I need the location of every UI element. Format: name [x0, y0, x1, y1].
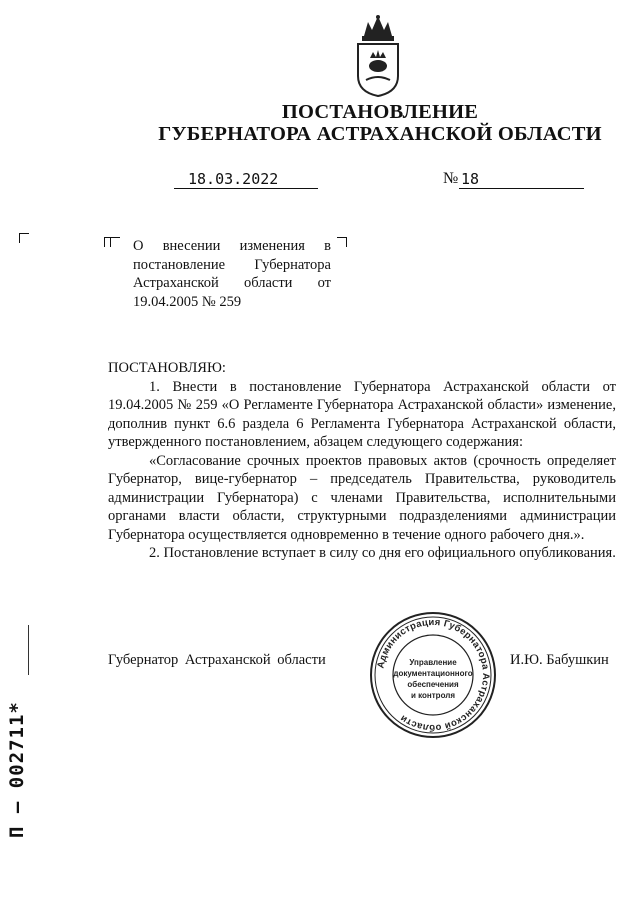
- official-seal-stamp: [368, 610, 498, 740]
- number-sign: №: [443, 170, 459, 187]
- document-number: 18: [461, 170, 480, 188]
- corner-mark-subject-left-2: [110, 237, 120, 247]
- seal-center-line: обеспечения: [407, 680, 459, 689]
- subject-line: О внесении изменения в: [133, 238, 331, 254]
- date-underline: [174, 188, 318, 189]
- seal-center-line: документационного: [393, 669, 473, 678]
- document-title-line1: ПОСТАНОВЛЕНИЕ: [281, 101, 479, 123]
- body-paragraph: 1. Внести в постановление Губернатора Астраханской области от 19.04.2005 № 259 «О Регламенте Губернатора Астраханской области» изменение, дополнив пункт 6.6 раздела 6 Регламента Губернатора Астраханской области, утвержденного постановлением, абзацем следующего содержания:: [108, 378, 616, 450]
- signatory-position: Губернатор Астраханской области: [108, 652, 326, 668]
- corner-mark-subject-right: [337, 237, 347, 247]
- body-paragraph: 2. Постановление вступает в силу со дня его официального опубликования.: [149, 545, 616, 561]
- seal-ring-text: Администрация Губернатора Астраханской области: [375, 616, 492, 734]
- seal-center-line: и контроля: [411, 691, 455, 700]
- document-body: [108, 359, 616, 563]
- signatory-name: И.Ю. Бабушкин: [510, 652, 609, 668]
- subject-line: Астраханской области от: [133, 275, 331, 291]
- coat-of-arms-emblem: [350, 14, 406, 98]
- subject-line: постановление Губернатора: [133, 256, 331, 273]
- seal-center-line: Управление: [409, 658, 457, 667]
- document-date: 18.03.2022: [188, 170, 279, 188]
- document-subject: [133, 237, 331, 311]
- resolution-heading: ПОСТАНОВЛЯЮ:: [108, 360, 226, 376]
- document-title-line2: ГУБЕРНАТОРА АСТРАХАНСКОЙ ОБЛАСТИ: [158, 123, 602, 145]
- corner-mark-left: [19, 233, 29, 243]
- body-paragraph: «Согласование срочных проектов правовых актов (срочность определяет Губернатор, вице-губернатор – председатель Правительства, руководитель администрации Губернатора) с членами Правительства, исполнительными органами власти области, структурными подразделениями администрации Губернатора осуществляется одновременно в течение одного рабочего дня.».: [108, 452, 616, 543]
- number-underline: [459, 188, 584, 189]
- subject-line: 19.04.2005 № 259: [133, 293, 242, 310]
- side-margin-line: [28, 625, 29, 675]
- side-registration-code: П – 002711*: [6, 701, 28, 838]
